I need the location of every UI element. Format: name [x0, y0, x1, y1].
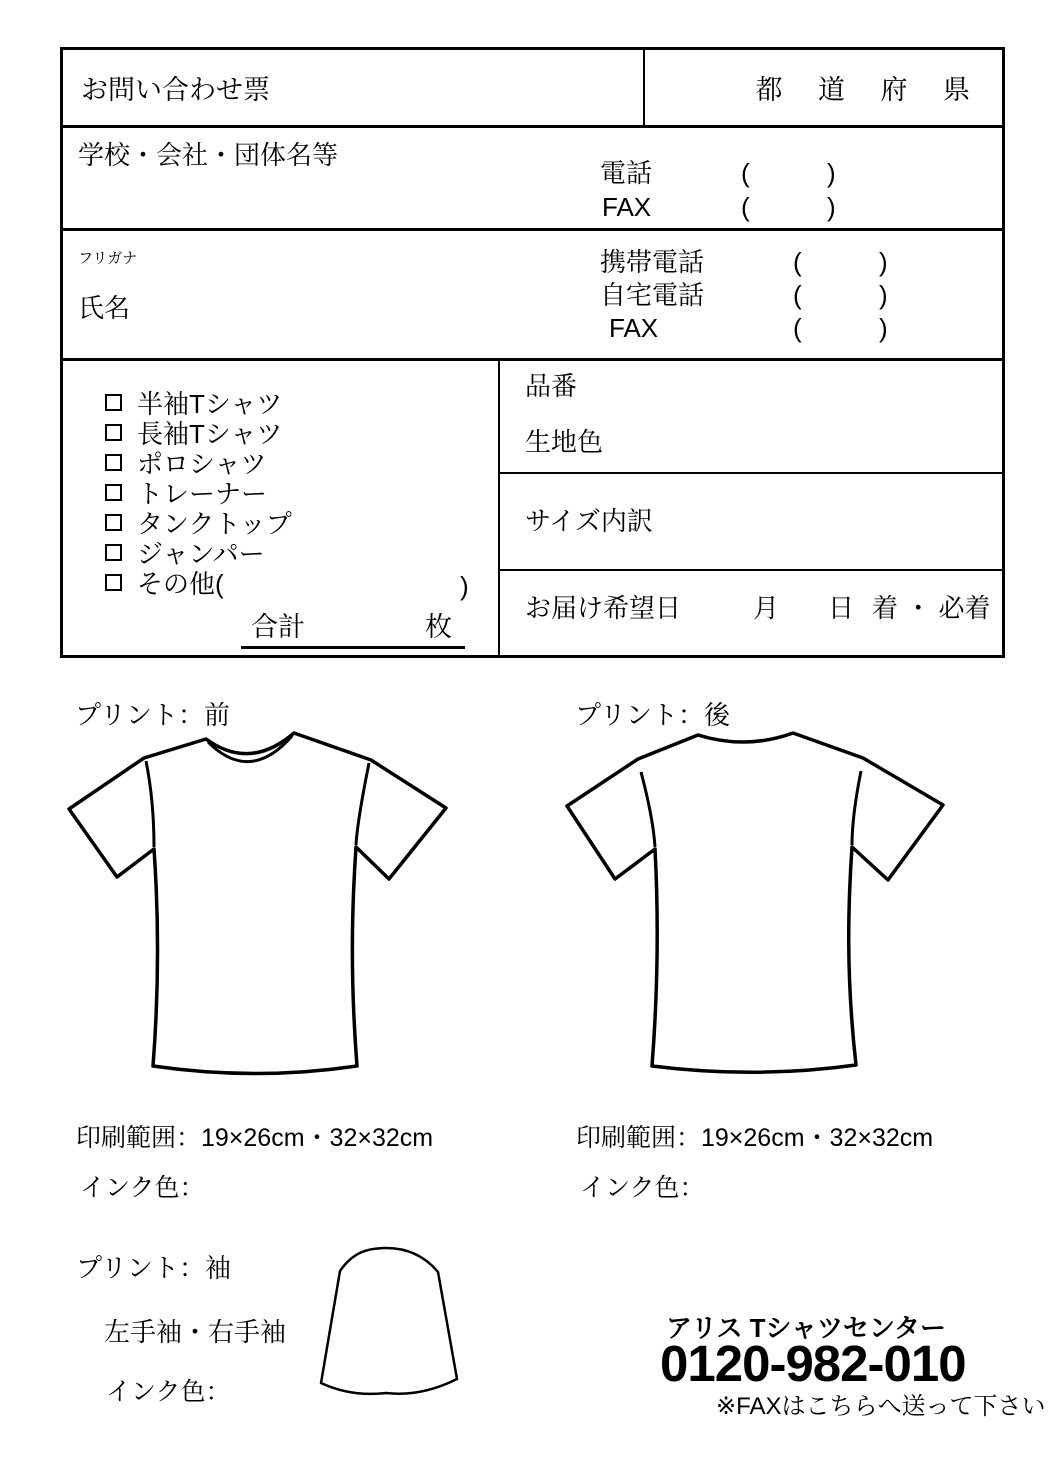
item-number-cell [500, 361, 1002, 474]
order-detail-column [500, 361, 1002, 655]
header-row [63, 50, 1002, 128]
home-paren-close: ) [879, 280, 888, 310]
home-paren-open: ( [793, 280, 802, 310]
checkbox-jumper[interactable] [105, 544, 122, 561]
product-item-label: トレーナー [137, 478, 268, 509]
mobile-phone-label: 携帯電話 [600, 247, 705, 277]
fax2-paren-close: ) [879, 313, 888, 343]
company-name: アリス Tシャツセンター [666, 1313, 946, 1343]
print-front-label: プリント：前 [75, 700, 230, 730]
delivery-date-label: お届け希望日 [525, 593, 682, 623]
delivery-date-cell [500, 571, 1002, 655]
product-item-label: ポロシャツ [137, 448, 267, 479]
product-item-label: その他( [137, 568, 224, 599]
product-item [105, 477, 267, 507]
company-phone-number: 0120-982-010 [660, 1335, 966, 1392]
total-input-line[interactable] [241, 646, 465, 649]
fax-paren-close: ) [827, 192, 836, 222]
product-item [105, 507, 292, 537]
inquiry-table [60, 47, 1005, 658]
print-range-front: 印刷範囲：19×26cm・32×32cm [76, 1124, 434, 1152]
product-item [105, 417, 282, 447]
sleeve-outline-image [318, 1242, 466, 1402]
fax-label: FAX [602, 192, 652, 222]
product-item-label: タンクトップ [137, 508, 292, 539]
product-item-label: 長袖Tシャツ [137, 418, 283, 449]
day-label: 日 [828, 593, 855, 623]
order-row [63, 361, 1002, 655]
furigana-label: フリガナ [78, 250, 138, 267]
fabric-color-label: 生地色 [525, 427, 604, 457]
size-breakdown-cell [500, 474, 1002, 571]
fax-instruction-note: ※FAXはこちらへ送って下さい [716, 1393, 1046, 1420]
organization-row [63, 128, 1002, 231]
tel-label: 電話 [600, 158, 653, 188]
fax2-paren-open: ( [793, 313, 802, 343]
mobile-paren-open: ( [793, 247, 802, 277]
form-title: お問い合わせ票 [81, 75, 270, 105]
product-item [105, 447, 266, 477]
total-unit-label: 枚 [425, 612, 452, 642]
product-item-label: ジャンパー [137, 538, 265, 569]
tshirt-front-outline-image [62, 726, 452, 1086]
tel-paren-open: ( [741, 158, 750, 188]
sleeve-left-right-label: 左手袖・右手袖 [104, 1317, 287, 1347]
ink-color-sleeve-label: インク色： [106, 1378, 231, 1406]
name-row [63, 231, 1002, 361]
product-item [105, 537, 265, 567]
product-item [105, 387, 282, 417]
product-checklist [63, 361, 500, 655]
print-range-back: 印刷範囲：19×26cm・32×32cm [576, 1124, 934, 1152]
fax-paren-open: ( [741, 192, 750, 222]
total-label: 合計 [251, 612, 305, 642]
checkbox-tank-top[interactable] [105, 514, 122, 531]
checkbox-short-sleeve-tshirt[interactable] [105, 394, 122, 411]
tshirt-back-outline-image [560, 726, 950, 1086]
checkbox-long-sleeve-tshirt[interactable] [105, 424, 122, 441]
size-breakdown-label: サイズ内訳 [525, 506, 653, 536]
product-item-label: 半袖Tシャツ [137, 388, 283, 419]
prefecture-field: 都 道 府 県 [643, 50, 1002, 125]
arrival-label: 着 ・ 必着 [872, 593, 991, 623]
other-paren-close: ) [460, 571, 469, 601]
month-label: 月 [753, 593, 780, 623]
ink-color-front-label: インク色： [80, 1174, 205, 1202]
print-sleeve-label: プリント：袖 [76, 1253, 231, 1283]
name-label: 氏名 [78, 293, 131, 323]
checkbox-other[interactable] [105, 574, 122, 591]
ink-color-back-label: インク色： [580, 1174, 705, 1202]
organization-label: 学校・会社・団体名等 [78, 140, 339, 170]
print-back-label: プリント：後 [575, 700, 730, 730]
product-item [105, 567, 224, 597]
checkbox-sweatshirt[interactable] [105, 484, 122, 501]
fax2-label: FAX [609, 313, 659, 343]
checkbox-polo-shirt[interactable] [105, 454, 122, 471]
tel-paren-close: ) [827, 158, 836, 188]
item-number-label: 品番 [525, 371, 578, 401]
mobile-paren-close: ) [879, 247, 888, 277]
home-phone-label: 自宅電話 [600, 280, 705, 310]
